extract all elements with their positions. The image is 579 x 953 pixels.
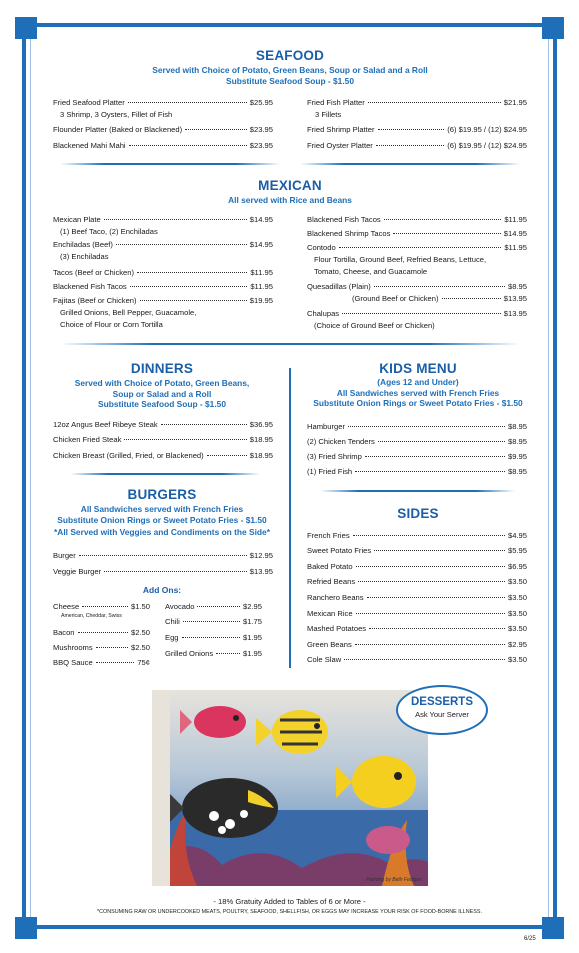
menu-item: Blackened Shrimp Tacos $14.95 [307, 229, 527, 238]
menu-date: 6/25 [524, 936, 536, 942]
menu-item: French Fries $4.95 [307, 531, 527, 540]
item-note: (Choice of Ground Beef or Chicken) [314, 321, 435, 330]
corner-top-right [542, 17, 564, 39]
section-subtitle: Served with Choice of Potato, Green Beans, Soup or Salad and a Roll [152, 65, 428, 75]
menu-item: Blackened Mahi Mahi $23.95 [53, 141, 273, 150]
kids-header [300, 361, 536, 409]
item-note: Tomato, Cheese, and Guacamole [314, 267, 428, 276]
menu-item: Blackened Fish Tacos $11.95 [307, 215, 527, 224]
section-subtitle: Soup or Salad and a Roll [112, 388, 212, 399]
section-subtitle: Substitute Seafood Soup - $1.50 [226, 75, 354, 86]
section-title: BURGERS [127, 487, 197, 502]
menu-item: Fajitas (Beef or Chicken) $19.95 [53, 296, 273, 305]
menu-item: Quesadillas (Plain) $8.95 [307, 282, 527, 291]
menu-item: 12oz Angus Beef Ribeye Steak $36.95 [53, 420, 273, 429]
burgers-header [48, 487, 276, 538]
item-note: 3 Fillets [315, 110, 342, 119]
addons-title: Add Ons: [142, 585, 182, 595]
section-title: DINNERS [130, 361, 194, 376]
section-title: SEAFOOD [255, 48, 325, 63]
menu-item: Contodo $11.95 [307, 243, 527, 252]
section-divider [60, 163, 280, 165]
menu-item: Ranchero Beans $3.50 [307, 593, 527, 602]
section-subtitle: Substitute Onion Rings or Sweet Potato Fries - $1.50 [313, 398, 523, 408]
menu-item: Tacos (Beef or Chicken) $11.95 [53, 268, 273, 277]
fish-painting-illustration [152, 690, 428, 886]
menu-item: Refried Beans $3.50 [307, 577, 527, 586]
corner-bottom-right [542, 917, 564, 939]
menu-item: Enchiladas (Beef) $14.95 [53, 240, 273, 249]
menu-item: Fried Shrimp Platter (6) $19.95 / (12) $24.95 [307, 125, 527, 134]
menu-item: Fried Oyster Platter (6) $19.95 / (12) $24.95 [307, 141, 527, 150]
addon-item: Grilled Onions $1.95 [165, 649, 262, 658]
mexican-header [40, 178, 540, 206]
item-note: Grilled Onions, Bell Pepper, Guacamole, [60, 308, 197, 317]
addon-note: American, Cheddar, Swiss [61, 613, 122, 619]
menu-item: (2) Chicken Tenders $8.95 [307, 437, 527, 446]
menu-item: Chalupas $13.95 [307, 309, 527, 318]
menu-item: Green Beans $2.95 [307, 640, 527, 649]
sides-header [300, 506, 536, 521]
section-subtitle: Substitute Onion Rings or Sweet Potato Fries - $1.50 [57, 514, 267, 525]
desserts-badge [396, 685, 488, 735]
section-divider [320, 490, 515, 492]
menu-item: Mashed Potatoes $3.50 [307, 624, 527, 633]
section-subtitle: All Sandwiches served with French Fries [336, 387, 500, 398]
addon-item: Chili $1.75 [165, 617, 262, 626]
corner-bottom-left [15, 917, 37, 939]
frame-top [30, 23, 549, 27]
menu-item: Chicken Fried Steak $18.95 [53, 435, 273, 444]
fish-painting [152, 690, 428, 886]
section-subtitle: Served with Choice of Potato, Green Beans, [74, 378, 250, 388]
addon-item: BBQ Sauce 75¢ [53, 658, 150, 667]
menu-item: Fried Fish Platter $21.95 [307, 98, 527, 107]
addon-item: Egg $1.95 [165, 633, 262, 642]
desserts-subtitle: Ask Your Server [415, 710, 469, 719]
section-subtitle: (Ages 12 and Under) [377, 377, 459, 387]
menu-item: Chicken Breast (Grilled, Fried, or Blackened) $18.95 [53, 451, 273, 460]
menu-item: Mexican Rice $3.50 [307, 609, 527, 618]
menu-item: Burger $12.95 [53, 551, 273, 560]
menu-item: Sweet Potato Fries $5.95 [307, 546, 527, 555]
section-divider [60, 343, 520, 345]
item-note: (3) Enchiladas [60, 252, 109, 261]
section-subtitle: *All Served with Veggies and Condiments on the Side* [54, 527, 270, 537]
menu-item: Flounder Platter (Baked or Blackened) $23.95 [53, 125, 273, 134]
seafood-header [40, 48, 540, 86]
menu-item: Fried Seafood Platter $25.95 [53, 98, 273, 107]
section-subtitle: Substitute Seafood Soup - $1.50 [98, 399, 226, 409]
addon-item: Bacon $2.50 [53, 628, 150, 637]
frame-bottom [30, 925, 549, 929]
addon-item: Mushrooms $2.50 [53, 643, 150, 652]
section-title: MEXICAN [258, 178, 322, 193]
frame-right [553, 30, 557, 935]
section-title: SIDES [397, 506, 439, 521]
menu-item: (3) Fried Shrimp $9.95 [307, 452, 527, 461]
menu-item: Mexican Plate $14.95 [53, 215, 273, 224]
section-subtitle: All served with Rice and Beans [228, 195, 352, 205]
item-note: Choice of Flour or Corn Tortilla [60, 320, 163, 329]
menu-item: Veggie Burger $13.95 [53, 567, 273, 576]
menu-item: Baked Potato $6.95 [307, 562, 527, 571]
gratuity-note: - 18% Gratuity Added to Tables of 6 or More - [213, 897, 366, 906]
section-divider [300, 163, 520, 165]
menu-item: Hamburger $8.95 [307, 422, 527, 431]
item-note: (1) Beef Taco, (2) Enchiladas [60, 227, 158, 236]
food-safety-warning: *CONSUMING RAW OR UNDERCOOKED MEATS, POULTRY, SEAFOOD, SHELLFISH, OR EGGS MAY INCREASE YOUR RISK OF FOOD-BORNE ILLNESS. [97, 909, 482, 915]
frame-inner-right [548, 30, 549, 925]
section-subtitle: All Sandwiches served with French Fries [80, 504, 244, 514]
menu-item: (Ground Beef or Chicken) $13.95 [352, 294, 527, 303]
item-note: 3 Shrimp, 3 Oysters, Fillet of Fish [60, 110, 173, 119]
addon-item: Avocado $2.95 [165, 602, 262, 611]
frame-inner-left [30, 30, 31, 925]
desserts-title: DESSERTS [411, 696, 473, 708]
art-credit: Painting by Beth Fedigan [366, 877, 422, 883]
item-note: Flour Tortilla, Ground Beef, Refried Beans, Lettuce, [314, 255, 487, 264]
addon-item: Cheese $1.50 [53, 602, 150, 611]
dinners-header [48, 361, 276, 410]
menu-item: Blackened Fish Tacos $11.95 [53, 282, 273, 291]
section-divider [70, 473, 260, 475]
corner-top-left [15, 17, 37, 39]
column-divider [289, 368, 291, 668]
section-title: KIDS MENU [379, 361, 457, 376]
menu-item: Cole Slaw $3.50 [307, 655, 527, 664]
frame-left [22, 30, 26, 935]
menu-item: (1) Fried Fish $8.95 [307, 467, 527, 476]
